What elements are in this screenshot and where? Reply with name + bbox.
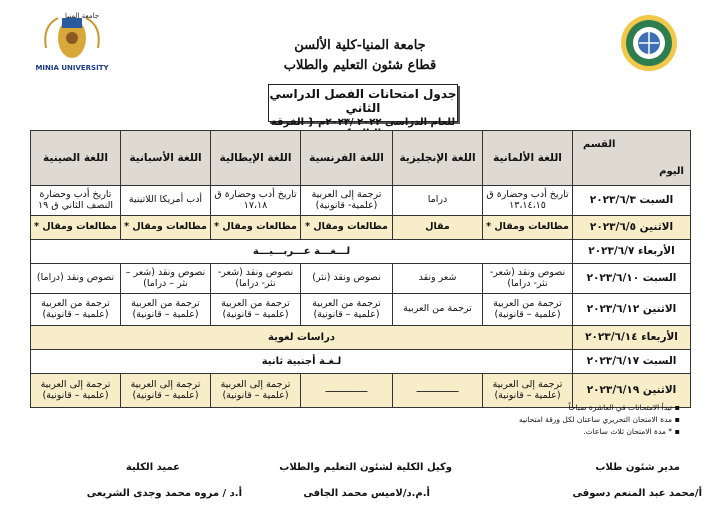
svg-text:جامعة المنيا: جامعة المنيا: [64, 12, 100, 20]
table-row: [31, 294, 691, 326]
exam-cell: مطالعات ومقال *: [211, 216, 301, 240]
table-row: [31, 264, 691, 294]
banner-cell: لـــغـــة عـــربـــيـــة: [31, 240, 573, 264]
note-item: ▪ * مدة الامتحان ثلاث ساعات.: [440, 426, 680, 438]
minia-university-logo: [32, 8, 112, 74]
exam-cell: مطالعات ومقال *: [121, 216, 211, 240]
exam-cell: شعر ونقد: [393, 264, 483, 294]
column-header: اللغة الألمانية: [483, 131, 573, 186]
exam-cell: نصوص ونقد (نثر): [301, 264, 393, 294]
exam-cell: ترجمة من العربية: [393, 294, 483, 326]
title-box: [268, 84, 458, 128]
notes-list: [440, 402, 680, 438]
schedule-title: جدول امتحانات الفصل الدراسي الثاني: [269, 87, 457, 115]
note-item: ▪ مدة الامتحان التحريري ساعتان لكل ورقة امتحانيه: [440, 414, 680, 426]
column-header: اللغة الأسبانية: [121, 131, 211, 186]
column-header: اللغة الإنجليزية: [393, 131, 483, 186]
exam-cell: ترجمة من العربية (علمية – قانونية): [121, 294, 211, 326]
exam-cell: مقال: [393, 216, 483, 240]
exam-cell: مطالعات ومقال *: [483, 216, 573, 240]
exam-cell: ـــــــــــــــ: [393, 374, 483, 408]
exam-cell: نصوص ونقد (شعر- نثر- دراما): [483, 264, 573, 294]
dean-name: أ.د / مروه محمد وجدى الشريعى: [86, 488, 242, 499]
exam-cell: نصوص ونقد (شعر – نثر – دراما): [121, 264, 211, 294]
table-row: [31, 216, 691, 240]
exam-cell: تاريخ أدب وحضارة النصف الثاني ق ١٩: [31, 186, 121, 216]
faculty-seal-logo: [620, 14, 678, 72]
day-cell: الاثنين ٢٠٢٣/٦/٥: [573, 216, 691, 240]
vice-dean-title: وكيل الكلية لشئون التعليم والطلاب: [279, 462, 452, 473]
table-row: [31, 186, 691, 216]
banner-cell: دراسات لغوية: [31, 326, 573, 350]
table-row: [31, 350, 691, 374]
day-cell: السبت ٢٠٢٣/٦/٣: [573, 186, 691, 216]
exam-cell: نصوص ونقد (دراما): [31, 264, 121, 294]
exam-cell: تاريخ أدب وحضارة ق ١٣،١٤،١٥: [483, 186, 573, 216]
exam-cell: مطالعات ومقال *: [301, 216, 393, 240]
exam-cell: نصوص ونقد (شعر- نثر- دراما): [211, 264, 301, 294]
exam-cell: ـــــــــــــــ: [301, 374, 393, 408]
corner-dept-label: القسم: [583, 139, 616, 150]
exam-cell: ترجمة إلى العربية (علمية – قانونية): [483, 374, 573, 408]
exam-cell: ترجمة من العربية (علمية – قانونية): [211, 294, 301, 326]
exam-cell: مطالعات ومقال *: [31, 216, 121, 240]
day-cell: الأربعاء ٢٠٢٣/٦/٧: [573, 240, 691, 264]
exam-cell: دراما: [393, 186, 483, 216]
table-row: [31, 326, 691, 350]
university-line: جامعة المنيا-كلية الألسن: [294, 38, 426, 53]
day-cell: السبت ٢٠٢٣/٦/١٧: [573, 350, 691, 374]
corner-day-label: اليوم: [659, 165, 684, 177]
exam-cell: ترجمة إلى العربية (علمية- قانونية): [301, 186, 393, 216]
sector-line: قطاع شئون التعليم والطلاب: [283, 58, 437, 73]
table-header-row: [31, 131, 691, 186]
column-header: اللغة الصينية: [31, 131, 121, 186]
corner-header: [573, 131, 691, 186]
exam-cell: ترجمة من العربية (علمية – قانونية): [301, 294, 393, 326]
svg-text:MINIA UNIVERSITY: MINIA UNIVERSITY: [35, 64, 109, 72]
exam-cell: تاريخ أدب وحضارة ق ١٧،١٨: [211, 186, 301, 216]
manager-title: مدير شئون طلاب: [595, 462, 680, 473]
column-header: اللغة الفرنسية: [301, 131, 393, 186]
exam-cell: ترجمة من العربية (علمية – قانونية): [31, 294, 121, 326]
day-cell: الاثنين ٢٠٢٣/٦/١٩: [573, 374, 691, 408]
schedule-subtitle: للعام الدراسى ٢٠٢٢ /٢٠٢٣م { الفرقة: [270, 117, 456, 128]
day-cell: الأربعاء ٢٠٢٣/٦/١٤: [573, 326, 691, 350]
exam-cell: ترجمة إلى العربية (علمية – قانونية): [211, 374, 301, 408]
exam-schedule-table: [30, 130, 691, 408]
exam-cell: ترجمة من العربية (علمية – قانونية): [483, 294, 573, 326]
column-header: اللغة الإيطالية: [211, 131, 301, 186]
table-row: [31, 240, 691, 264]
dean-title: عميد الكلية: [125, 462, 180, 473]
note-item: ▪ تبدأ الامتحانات في العاشرة صباحاً: [440, 402, 680, 414]
day-cell: السبت ٢٠٢٣/٦/١٠: [573, 264, 691, 294]
manager-name: أ/محمد عبد المنعم دسوقى: [572, 488, 702, 499]
exam-cell: أدب أمريكا اللاتينية: [121, 186, 211, 216]
exam-cell: ترجمة إلى العربية (علمية – قانونية): [31, 374, 121, 408]
banner-cell: لـغـة أجنبية ثانية: [31, 350, 573, 374]
day-cell: الاثنين ٢٠٢٣/٦/١٢: [573, 294, 691, 326]
vice-dean-name: أ.م.د/لاميس محمد الجافى: [303, 488, 430, 499]
exam-cell: ترجمة إلى العربية (علمية – قانونية): [121, 374, 211, 408]
